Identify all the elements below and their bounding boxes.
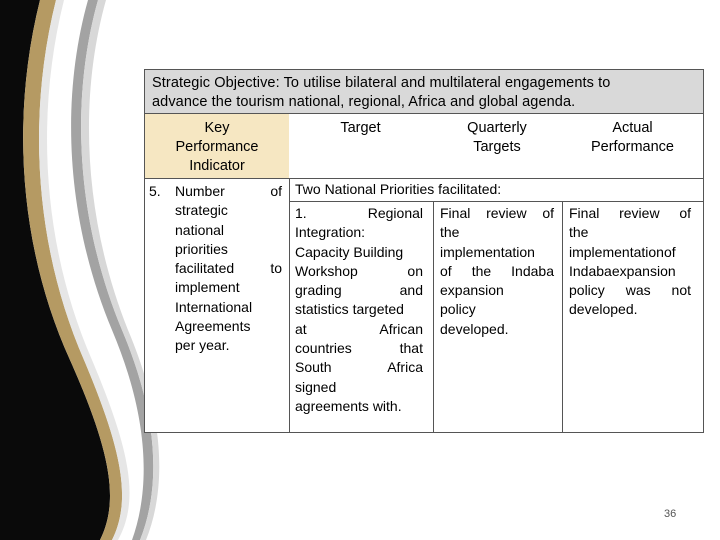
target-heading: Two National Priorities facilitated: <box>295 181 502 197</box>
kpi-cell <box>175 182 282 356</box>
actual-line: Final review of <box>569 205 691 221</box>
kpi-line: facilitated to <box>175 260 282 277</box>
target-line: agreements with. <box>295 397 402 414</box>
kpi-line: implement <box>175 279 240 296</box>
header-actual-line: Performance <box>590 139 674 155</box>
actual-cell <box>569 204 691 320</box>
target-line: signed <box>295 378 337 395</box>
header-kpi <box>145 114 289 178</box>
header-actual-line: Actual <box>612 120 653 136</box>
target-line: Integration: <box>295 224 366 241</box>
kpi-line: International <box>175 298 253 315</box>
objective-line-2: advance the tourism national, regional, Africa and global agenda. <box>152 94 576 110</box>
target-line: statistics targeted <box>295 301 404 318</box>
target-heading-divider <box>289 201 703 202</box>
quarterly-line: policy <box>440 301 476 318</box>
quarterly-line: the <box>440 224 460 241</box>
target-line: Workshop on <box>295 262 423 279</box>
header-quarterly-line: Targets <box>473 139 521 155</box>
header-quarterly <box>432 114 562 178</box>
target-line: 1. Regional <box>295 205 423 221</box>
header-target <box>289 114 432 178</box>
kpi-line: Agreements <box>175 318 251 335</box>
target-line: grading and <box>295 282 423 299</box>
target-line: at African <box>295 320 423 337</box>
header-target-line: Target <box>340 120 381 136</box>
quarterly-line: expansion <box>440 282 504 299</box>
performance-table <box>144 69 704 433</box>
target-line: South Africa <box>295 359 423 376</box>
actual-line: implementationof <box>569 243 676 260</box>
header-kpi-line: Performance <box>175 139 259 155</box>
header-kpi-line: Key <box>204 120 230 136</box>
quarterly-line: of the Indaba <box>440 262 554 279</box>
col-divider <box>433 201 434 432</box>
quarterly-line: Final review of <box>440 205 554 221</box>
target-line: Capacity Building <box>295 243 404 260</box>
header-quarterly-line: Quarterly <box>467 120 527 136</box>
quarterly-line: implementation <box>440 243 535 260</box>
target-line: countries that <box>295 340 423 357</box>
header-divider <box>145 178 703 179</box>
objective-line-1: Strategic Objective: To utilise bilateral and multilateral engagements to <box>152 75 611 91</box>
kpi-line: per year. <box>175 337 230 354</box>
col-divider <box>289 178 290 432</box>
page-number: 36 <box>664 508 677 520</box>
header-actual <box>562 114 703 178</box>
kpi-line: strategic <box>175 202 228 219</box>
actual-line: Indabaexpansion <box>569 262 676 279</box>
actual-line: developed. <box>569 301 638 318</box>
row-number: 5. <box>149 183 161 199</box>
col-divider <box>562 201 563 432</box>
quarterly-cell <box>440 204 554 339</box>
target-cell <box>295 204 423 416</box>
header-kpi-line: Indicator <box>189 158 245 174</box>
kpi-line: priorities <box>175 240 228 257</box>
strategic-objective <box>145 70 703 114</box>
quarterly-line: developed. <box>440 320 509 337</box>
kpi-line: national <box>175 221 225 238</box>
kpi-line: Number of <box>175 183 282 199</box>
actual-line: policy was not <box>569 282 691 299</box>
actual-line: the <box>569 224 589 241</box>
